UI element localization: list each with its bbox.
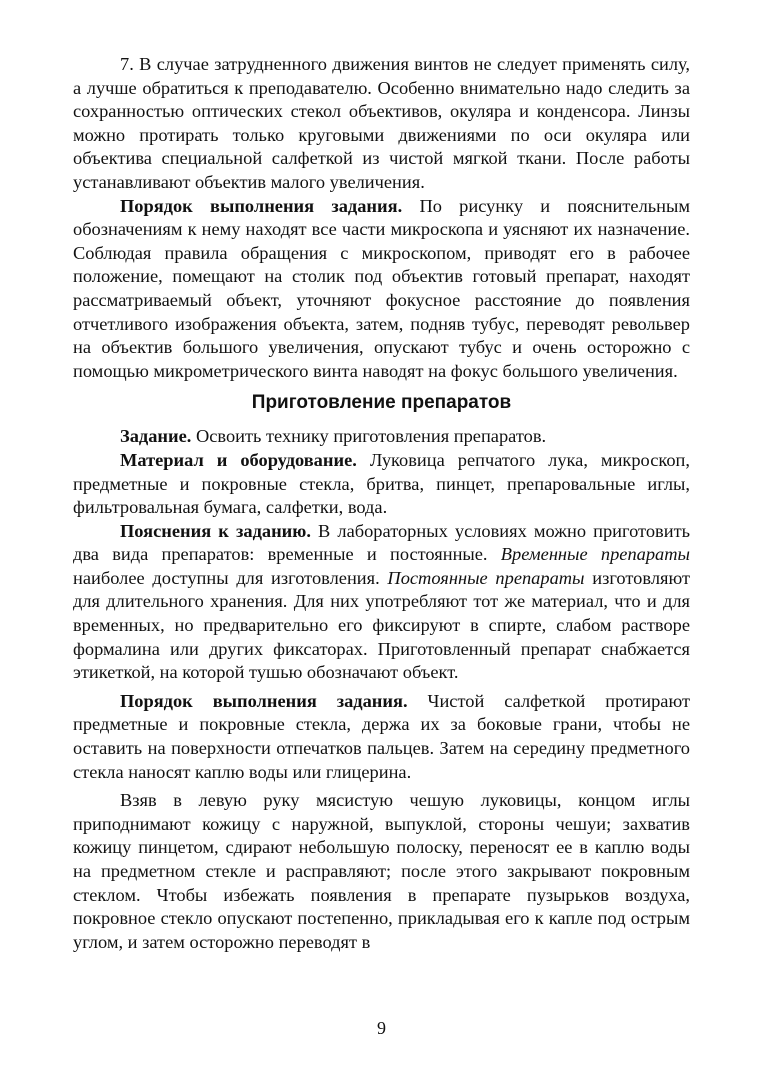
paragraph-onion-skin: Взяв в левую руку мясистую чешую луковицы, концом иглы приподнимают кожицу с наружной, выпуклой, стороны чешуи; захватив кожицу пинцетом, сдирают небольшую полоску, переносят ее в каплю воды на предметном стекле и расправляют; после этого закрывают покровным стеклом. Чтобы избежать появления в препарате пузырьков воздуха, покровное стекло опускают постепенно, прикладывая его к капле под острым углом, и затем осторожно переводят в	[73, 790, 690, 952]
explanation-italic-temporary: Временные препараты	[500, 544, 690, 565]
paragraph-procedure-preparation	[73, 690, 690, 784]
explanation-text-3: изготовляют для длительного хранения. Для них употребляют тот же материал, что и для временных, но предварительно его фиксируют в спирте, слабом растворе формалина или других фиксаторах. Приготовленный препарат снабжается этикеткой, на которой тушью обозначают объект.	[73, 567, 690, 683]
paragraph-task	[73, 425, 690, 449]
procedure-prep-text: Чистой салфеткой протирают предметные и покровные стекла, держа их за боковые грани, чтобы не оставить на поверхности отпечатков пальцев. Затем на середину предметного стекла наносят каплю воды или глицерина.	[73, 690, 690, 782]
materials-text: Луковица репчатого лука, микроскоп, предметные и покровные стекла, бритва, пинцет, препаровальные иглы, фильтровальная бумага, салфетки, вода.	[73, 449, 690, 518]
paragraph-procedure-microscope	[73, 195, 690, 384]
paragraph-microscope-care: 7. В случае затрудненного движения винтов не следует применять силу, а лучше обратиться к преподавателю. Особенно внимательно надо следить за сохранностью оптических стекол объективов, окуляра и конденсора. Линзы можно протирать только круговыми движениями по оси окуляра или объектива специальной салфеткой из чистой мягкой ткани. После работы устанавливают объектив малого увеличения.	[73, 54, 690, 192]
materials-label: Материал и оборудование.	[120, 449, 357, 470]
procedure-label: Порядок выполнения задания.	[120, 195, 403, 216]
procedure-text: По рисунку и пояснительным обозначениям к нему находят все части микроскопа и уясняют их назначение. Соблюдая правила обращения с микроскопом, приводят его в рабочее положение, помещают на столик под объектив готовый препарат, находят рассматриваемый объект, уточняют фокусное расстояние до появления отчетливого изображения объекта, затем, подняв тубус, переводят револьвер на объектив большого увеличения, опускают тубус и очень осторожно с помощью микрометрического винта наводят на фокус большого увеличения.	[73, 195, 690, 381]
procedure-prep-label: Порядок выполнения задания.	[120, 690, 408, 711]
paragraph-explanation	[73, 520, 690, 685]
explanation-italic-permanent: Постоянные препараты	[387, 567, 585, 588]
explanation-text-2: наиболее доступны для изготовления.	[73, 567, 388, 588]
page-number: 9	[377, 1018, 386, 1038]
document-page	[73, 53, 690, 954]
task-text: Освоить технику приготовления препаратов.	[191, 426, 547, 447]
task-label: Задание.	[120, 426, 192, 447]
paragraph-materials	[73, 449, 690, 520]
explanation-text-1: В лабораторных условиях можно приготовить два вида препаратов: временные и постоянные.	[73, 520, 690, 565]
section-title: Приготовление препаратов	[251, 392, 512, 414]
explanation-label: Пояснения к заданию.	[120, 520, 311, 541]
